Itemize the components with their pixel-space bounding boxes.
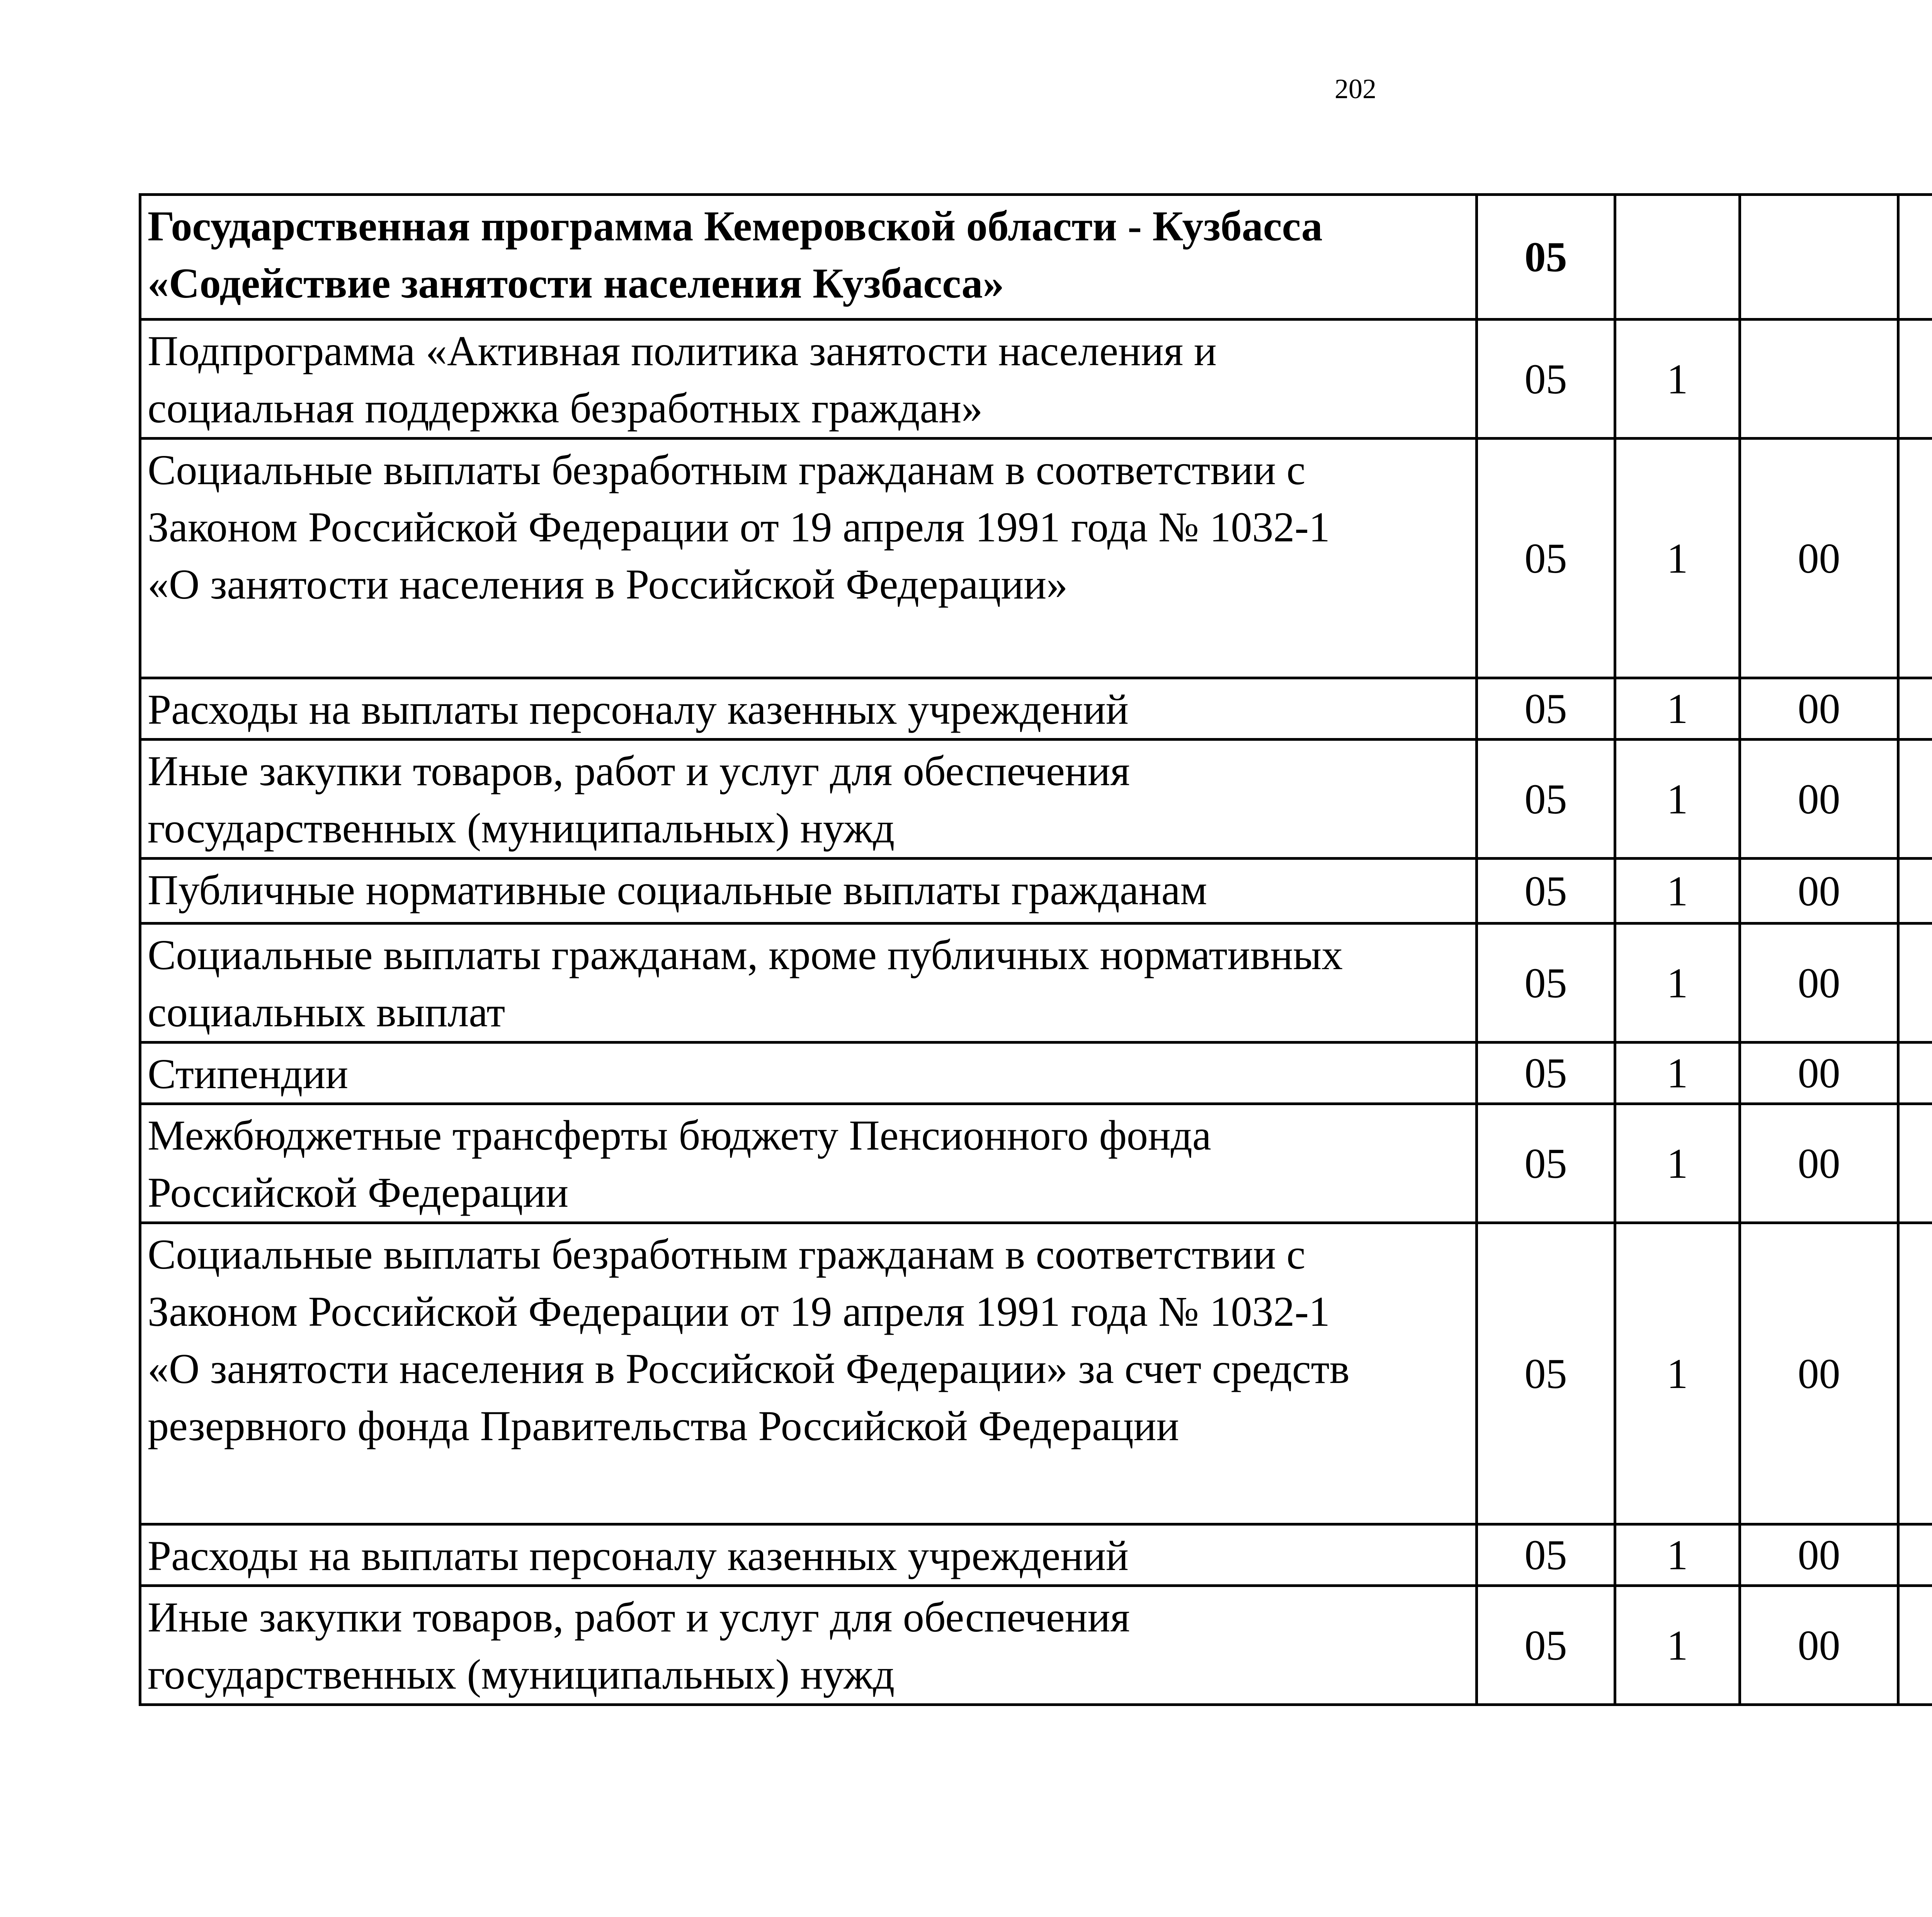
main-event-code: 00	[1740, 1104, 1898, 1223]
page-number: 202	[1335, 73, 1376, 104]
row-name-line: государственных (муниципальных) нужд	[148, 805, 895, 852]
subprogram-code: 1	[1615, 320, 1740, 439]
program-code: 05	[1477, 1043, 1615, 1104]
row-name-line: Законом Российской Федерации от 19 апреля 1991 года № 1032-1	[148, 1288, 1330, 1335]
row-name	[140, 924, 1477, 1043]
table-row	[140, 859, 1932, 924]
row-name-line: Межбюджетные трансферты бюджету Пенсионного фонда	[148, 1112, 1211, 1159]
row-name	[140, 195, 1477, 320]
program-code: 05	[1477, 859, 1615, 924]
program-code: 05	[1477, 1104, 1615, 1223]
table-row	[140, 439, 1932, 678]
subprogram-code	[1615, 195, 1740, 320]
program-code: 05	[1477, 320, 1615, 439]
row-name-line: социальных выплат	[148, 988, 505, 1036]
direction-code	[1898, 1104, 1932, 1223]
direction-code	[1898, 924, 1932, 1043]
row-name-line: социальная поддержка безработных граждан»	[148, 384, 983, 432]
row-name	[140, 1104, 1477, 1223]
subprogram-code: 1	[1615, 1586, 1740, 1705]
table-row	[140, 320, 1932, 439]
main-event-code: 00	[1740, 1524, 1898, 1586]
direction-code	[1898, 678, 1932, 740]
main-event-code	[1740, 320, 1898, 439]
row-name-line: государственных (муниципальных) нужд	[148, 1651, 895, 1698]
row-name	[140, 1524, 1477, 1586]
budget-table	[139, 193, 1932, 1706]
row-name-line: Социальные выплаты безработным гражданам в соответствии с	[148, 446, 1306, 493]
table-row	[140, 195, 1932, 320]
direction-code	[1898, 1586, 1932, 1705]
direction-code	[1898, 1524, 1932, 1586]
row-name-line: «О занятости населения в Российской Федерации»	[148, 561, 1068, 608]
table-row	[140, 1043, 1932, 1104]
subprogram-code: 1	[1615, 924, 1740, 1043]
row-name-line: Социальные выплаты гражданам, кроме публичных нормативных	[148, 931, 1343, 978]
row-name-line: Иные закупки товаров, работ и услуг для обеспечения	[148, 1594, 1130, 1641]
row-name-line: Государственная программа Кемеровской области - Кузбасса	[148, 202, 1323, 250]
row-name	[140, 740, 1477, 859]
main-event-code: 00	[1740, 859, 1898, 924]
direction-code	[1898, 740, 1932, 859]
row-name-line: Подпрограмма «Активная политика занятости населения и	[148, 327, 1217, 374]
row-name-line: «Содействие занятости населения Кузбасса»	[148, 260, 1004, 307]
subprogram-code: 1	[1615, 439, 1740, 678]
table-row	[140, 1586, 1932, 1705]
row-name-line: «О занятости населения в Российской Федерации» за счет средств	[148, 1345, 1350, 1392]
subprogram-code: 1	[1615, 859, 1740, 924]
direction-code	[1898, 1223, 1932, 1524]
table-row	[140, 924, 1932, 1043]
program-code: 05	[1477, 1524, 1615, 1586]
subprogram-code: 1	[1615, 678, 1740, 740]
main-event-code	[1740, 195, 1898, 320]
main-event-code: 00	[1740, 678, 1898, 740]
row-name-line: Иные закупки товаров, работ и услуг для обеспечения	[148, 747, 1130, 794]
subprogram-code: 1	[1615, 1223, 1740, 1524]
table-row	[140, 1524, 1932, 1586]
row-name-line: резервного фонда Правительства Российской Федерации	[148, 1402, 1179, 1449]
row-name	[140, 859, 1477, 924]
direction-code	[1898, 439, 1932, 678]
row-name	[140, 1043, 1477, 1104]
subprogram-code: 1	[1615, 1043, 1740, 1104]
subprogram-code: 1	[1615, 1524, 1740, 1586]
row-name-line: Расходы на выплаты персоналу казенных учреждений	[148, 686, 1129, 733]
main-event-code: 00	[1740, 439, 1898, 678]
subprogram-code: 1	[1615, 740, 1740, 859]
row-name-line: Расходы на выплаты персоналу казенных учреждений	[148, 1532, 1129, 1579]
program-code: 05	[1477, 678, 1615, 740]
program-code: 05	[1477, 195, 1615, 320]
table-row	[140, 1104, 1932, 1223]
row-name	[140, 320, 1477, 439]
main-event-code: 00	[1740, 740, 1898, 859]
program-code: 05	[1477, 439, 1615, 678]
row-name-line: Законом Российской Федерации от 19 апреля 1991 года № 1032-1	[148, 503, 1330, 551]
direction-code	[1898, 320, 1932, 439]
main-event-code: 00	[1740, 1043, 1898, 1104]
main-event-code: 00	[1740, 1586, 1898, 1705]
row-name-line: Публичные нормативные социальные выплаты гражданам	[148, 866, 1207, 913]
subprogram-code: 1	[1615, 1104, 1740, 1223]
direction-code	[1898, 1043, 1932, 1104]
row-name	[140, 1223, 1477, 1524]
row-name-line: Стипендии	[148, 1050, 349, 1097]
main-event-code: 00	[1740, 1223, 1898, 1524]
budget-table-body	[140, 195, 1932, 1705]
direction-code	[1898, 859, 1932, 924]
row-name-line: Российской Федерации	[148, 1169, 569, 1216]
row-name-line: Социальные выплаты безработным гражданам в соответствии с	[148, 1231, 1306, 1278]
row-name	[140, 439, 1477, 678]
row-name	[140, 1586, 1477, 1705]
row-name	[140, 678, 1477, 740]
program-code: 05	[1477, 1586, 1615, 1705]
direction-code	[1898, 195, 1932, 320]
program-code: 05	[1477, 1223, 1615, 1524]
program-code: 05	[1477, 924, 1615, 1043]
table-row	[140, 740, 1932, 859]
main-event-code: 00	[1740, 924, 1898, 1043]
table-row	[140, 1223, 1932, 1524]
program-code: 05	[1477, 740, 1615, 859]
table-row	[140, 678, 1932, 740]
